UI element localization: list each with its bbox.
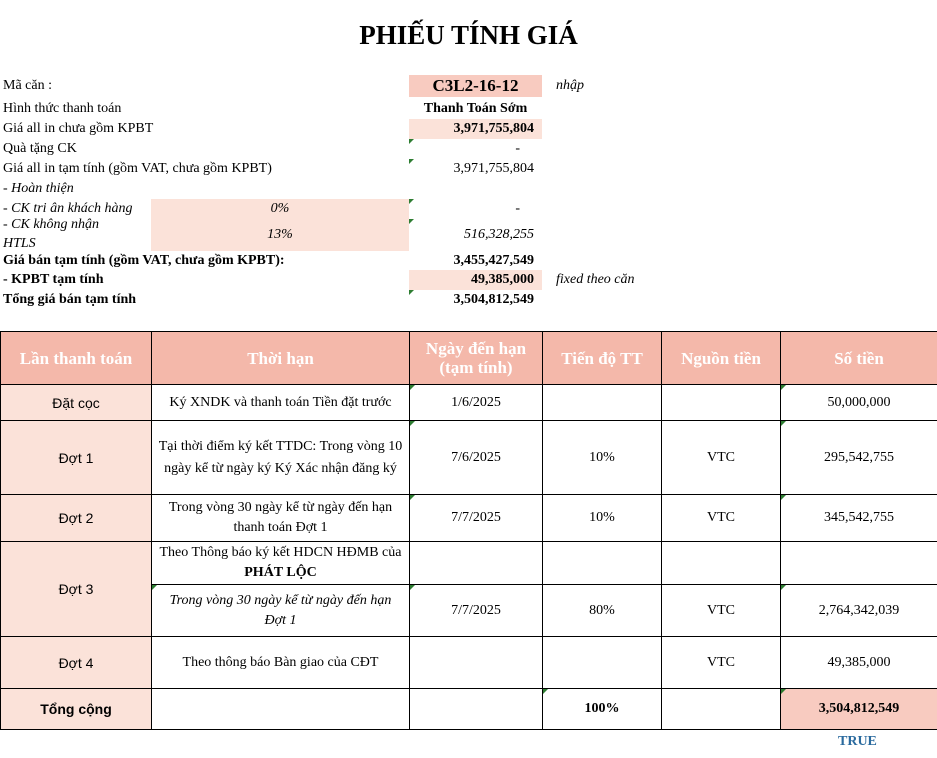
row-term: Ký XNDK và thanh toán Tiền đặt trước — [152, 385, 410, 421]
row-term: Tại thời điểm ký kết TTDC: Trong vòng 10 ngày kể từ ngày ký Ký Xác nhận đăng ký — [152, 421, 410, 495]
gia-ban-value: 3,455,427,549 — [453, 253, 534, 268]
row-pct: 10% — [543, 421, 662, 495]
row-date — [410, 637, 543, 689]
row-amount: 49,385,000 — [781, 637, 937, 689]
table-header-row — [1, 332, 937, 385]
cell-note-marker — [781, 385, 786, 390]
ck-khong-nhan-label-2: HTLS — [3, 236, 36, 251]
row-term: Trong vòng 30 ngày kể từ ngày đến hạn thanh toán Đợt 1 — [152, 495, 410, 542]
tong-label: Tổng giá bán tạm tính — [3, 292, 137, 307]
total-source — [662, 689, 781, 730]
ma-can-label: Mã căn : — [3, 78, 52, 93]
cell-note-marker — [781, 495, 786, 500]
payment-schedule-table — [0, 331, 937, 730]
gia-all-in-label: Giá all in chưa gồm KPBT — [3, 121, 154, 136]
cell-note-marker — [543, 689, 548, 694]
ck-khong-nhan-pct[interactable]: 13% — [151, 219, 409, 251]
row-name: Đợt 3 — [1, 542, 152, 637]
ck-tri-an-row — [0, 199, 937, 219]
ck-khong-nhan-label: - CK không nhận — [3, 217, 100, 232]
row-source: VTC — [662, 585, 781, 637]
gia-tam-tinh-value: 3,971,755,804 — [453, 161, 534, 176]
cell-note-marker — [781, 585, 786, 590]
table-row — [1, 385, 937, 421]
hinh-thuc-row — [0, 99, 937, 119]
row-pct — [543, 542, 662, 585]
total-amount: 3,504,812,549 — [781, 689, 937, 730]
table-row — [1, 495, 937, 542]
tong-row — [0, 290, 937, 310]
row-date: 7/7/2025 — [410, 585, 543, 637]
header-so-tien: Số tiền — [781, 332, 937, 385]
check-value: TRUE — [838, 734, 877, 749]
header-nguon: Nguồn tiền — [662, 332, 781, 385]
row-pct — [543, 637, 662, 689]
kpbt-value[interactable]: 49,385,000 — [409, 270, 542, 290]
ck-tri-an-value: - — [515, 201, 520, 216]
row-pct — [543, 385, 662, 421]
kpbt-note: fixed theo căn — [556, 272, 635, 287]
gia-all-in-value: 3,971,755,804 — [409, 119, 542, 139]
row-term: Theo thông báo Bàn giao của CĐT — [152, 637, 410, 689]
row-amount — [781, 542, 937, 585]
total-date — [410, 689, 543, 730]
row-source: VTC — [662, 495, 781, 542]
cell-note-marker — [152, 585, 157, 590]
row-amount: 50,000,000 — [781, 385, 937, 421]
ck-tri-an-label: - CK tri ân khách hàng — [3, 201, 133, 216]
qua-tang-value: - — [515, 141, 520, 156]
kpbt-label: - KPBT tạm tính — [3, 272, 104, 287]
kpbt-row — [0, 270, 937, 290]
header-thoi-han: Thời hạn — [152, 332, 410, 385]
row-term: Trong vòng 30 ngày kể từ ngày đến hạn Đợt 1 — [152, 585, 410, 637]
hoan-thien-label: - Hoàn thiện — [3, 181, 74, 196]
row-date: 7/7/2025 — [410, 495, 543, 542]
row-source: VTC — [662, 637, 781, 689]
table-row — [1, 542, 937, 585]
row-date — [410, 542, 543, 585]
row-name: Đợt 2 — [1, 495, 152, 542]
header-tien-do: Tiến độ TT — [543, 332, 662, 385]
row-pct: 10% — [543, 495, 662, 542]
row-source: VTC — [662, 421, 781, 495]
gia-tam-tinh-label: Giá all in tạm tính (gồm VAT, chưa gồm KPBT) — [3, 161, 272, 176]
row-source — [662, 542, 781, 585]
row-term: Theo Thông báo ký kết HDCN HĐMB của PHÁT LỘC — [152, 542, 410, 585]
cell-note-marker — [781, 421, 786, 426]
ck-khong-nhan-row — [0, 219, 937, 251]
gia-all-in-row — [0, 119, 937, 139]
row-date: 1/6/2025 — [410, 385, 543, 421]
table-total-row — [1, 689, 937, 730]
row-name: Đợt 4 — [1, 637, 152, 689]
gia-ban-label: Giá bán tạm tính (gồm VAT, chưa gồm KPBT): — [3, 253, 285, 268]
tong-value: 3,504,812,549 — [453, 292, 534, 307]
cell-note-marker — [781, 689, 786, 694]
qua-tang-row — [0, 139, 937, 159]
table-row — [1, 637, 937, 689]
row-amount: 2,764,342,039 — [781, 585, 937, 637]
gia-tam-tinh-row — [0, 159, 937, 179]
ma-can-note: nhập — [556, 78, 584, 93]
cell-note-marker — [410, 421, 415, 426]
total-term — [152, 689, 410, 730]
qua-tang-label: Quà tặng CK — [3, 141, 77, 156]
ma-can-input[interactable]: C3L2-16-12 — [409, 75, 542, 97]
header-ngay: Ngày đến hạn (tạm tính) — [410, 332, 543, 385]
row-amount: 295,542,755 — [781, 421, 937, 495]
table-row — [1, 421, 937, 495]
cell-note-marker — [410, 495, 415, 500]
gia-ban-row — [0, 251, 937, 271]
header-lan: Lần thanh toán — [1, 332, 152, 385]
cell-note-marker — [410, 385, 415, 390]
cell-note-marker — [410, 585, 415, 590]
hinh-thuc-value[interactable]: Thanh Toán Sớm — [423, 101, 528, 116]
total-pct: 100% — [543, 689, 662, 730]
ck-tri-an-pct[interactable]: 0% — [151, 199, 409, 219]
row-pct: 80% — [543, 585, 662, 637]
row-source — [662, 385, 781, 421]
row-amount: 345,542,755 — [781, 495, 937, 542]
row-name: Đợt 1 — [1, 421, 152, 495]
row-date: 7/6/2025 — [410, 421, 543, 495]
row-name: Đặt cọc — [1, 385, 152, 421]
page-title: PHIẾU TÍNH GIÁ — [359, 20, 578, 50]
total-label: Tổng cộng — [1, 689, 152, 730]
ma-can-row — [0, 75, 937, 97]
hinh-thuc-label: Hình thức thanh toán — [3, 101, 122, 116]
ck-khong-nhan-value: 516,328,255 — [464, 227, 534, 242]
hoan-thien-row — [0, 179, 937, 199]
